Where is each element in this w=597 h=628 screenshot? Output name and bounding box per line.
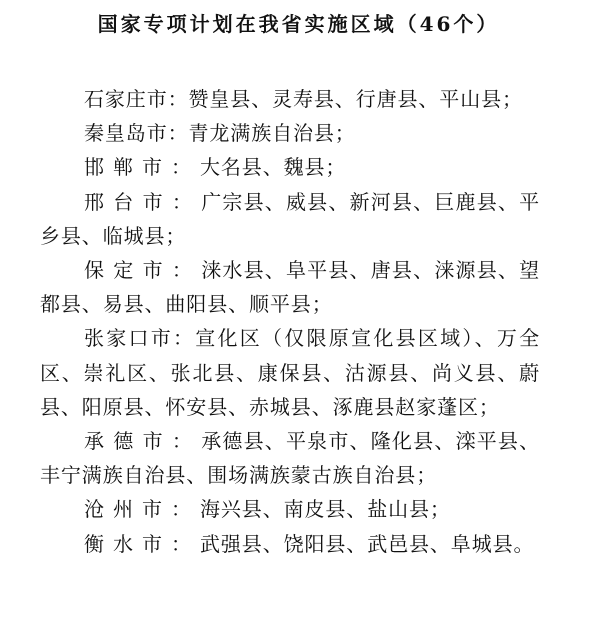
city-label: 沧州市： bbox=[84, 497, 200, 522]
city-label: 张家口市： bbox=[84, 326, 196, 351]
county-list: 涞水县、阜平县、唐县、涞源县、望都县、易县、曲阳县、顺平县； bbox=[40, 258, 541, 317]
county-list: 武强县、饶阳县、武邑县、阜城县。 bbox=[200, 531, 535, 556]
city-label: 邢台市： bbox=[84, 189, 202, 214]
city-label: 承德市： bbox=[84, 429, 202, 454]
city-label: 保定市： bbox=[84, 258, 202, 283]
entry-handan bbox=[40, 150, 540, 184]
entry-zhangjiakou bbox=[40, 321, 540, 424]
entry-cangzhou bbox=[40, 492, 540, 526]
city-label: 秦皇岛市： bbox=[84, 121, 189, 146]
entry-baoding bbox=[40, 253, 540, 321]
county-list: 承德县、平泉市、隆化县、滦平县、丰宁满族自治县、围场满族蒙古族自治县； bbox=[40, 429, 541, 488]
county-list: 宣化区（仅限原宣化县区域）、万全区、崇礼区、张北县、康保县、沽源县、尚义县、蔚县、阳原县、怀安县、赤城县、涿鹿县赵家蓬区； bbox=[40, 326, 541, 419]
county-list: 广宗县、威县、新河县、巨鹿县、平乡县、临城县； bbox=[40, 189, 541, 248]
entry-qinhuangdao bbox=[40, 116, 540, 150]
city-label: 石家庄市： bbox=[84, 87, 189, 111]
county-list: 赞皇县、灵寿县、行唐县、平山县； bbox=[188, 87, 523, 111]
entry-hengshui bbox=[40, 527, 540, 561]
county-list: 大名县、魏县； bbox=[200, 155, 347, 180]
county-list: 青龙满族自治县； bbox=[188, 121, 356, 146]
entry-xingtai bbox=[40, 185, 540, 253]
county-list: 海兴县、南皮县、盐山县； bbox=[200, 497, 451, 522]
document-title: 国家专项计划在我省实施区域（46个） bbox=[97, 12, 500, 36]
document-body bbox=[40, 82, 540, 561]
entry-shijiazhuang bbox=[40, 82, 540, 116]
city-label: 邯郸市： bbox=[84, 155, 200, 180]
city-label: 衡水市： bbox=[84, 531, 200, 556]
entry-chengde bbox=[40, 424, 540, 492]
